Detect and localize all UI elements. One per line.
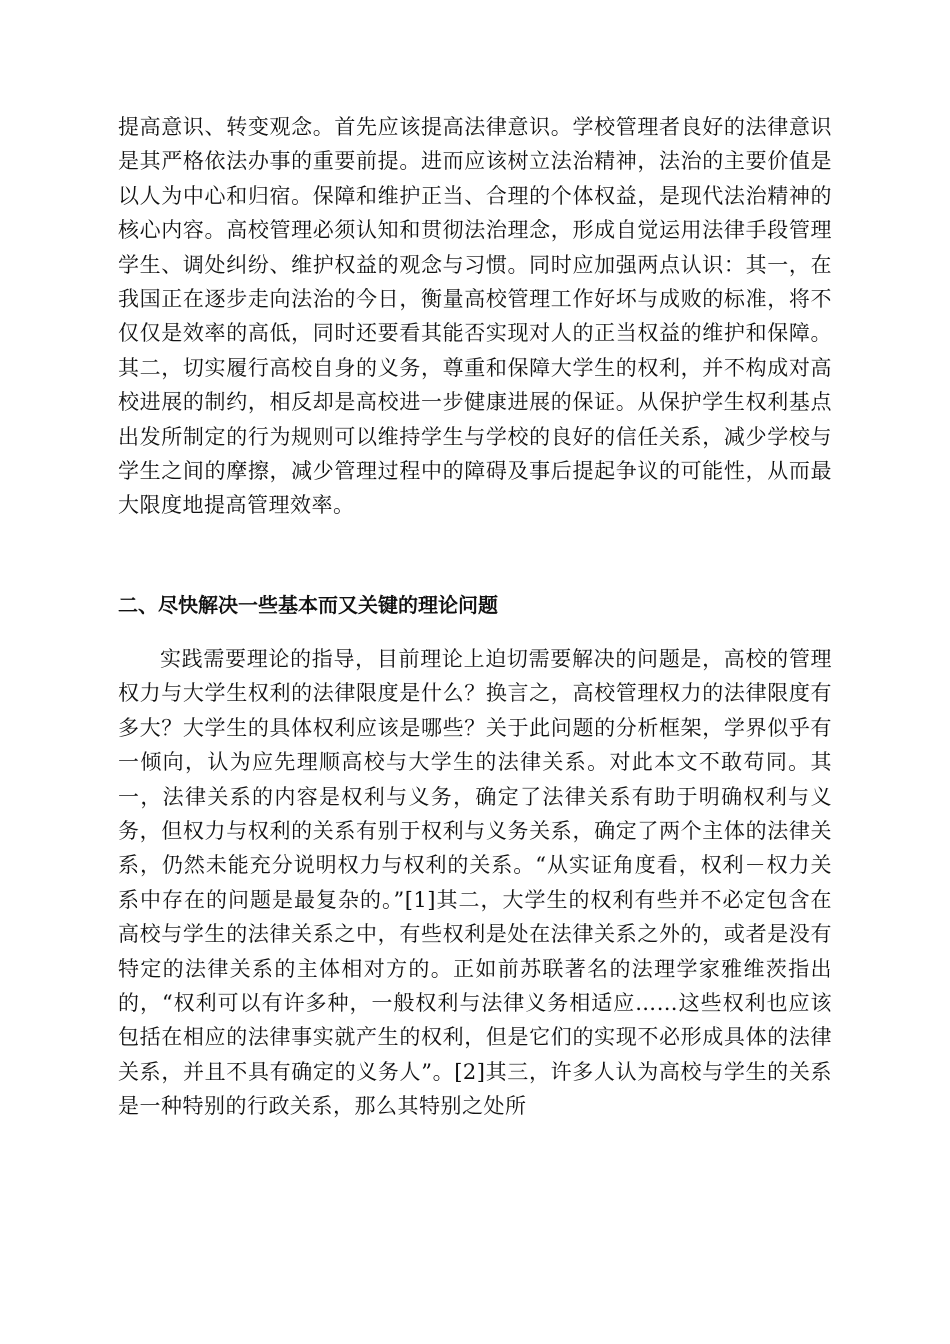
body-paragraph-2: 实践需要理论的指导，目前理论上迫切需要解决的问题是，高校的管理权力与大学生权利的法律限度是什么？换言之，高校管理权力的法律限度有多大？大学生的具体权利应该是哪些？关于此问题的分析框架，学界似乎有一倾向，认为应先理顺高校与大学生的法律关系。对此本文不敢苟同。其一，法律关系的内容是权利与义务，确定了法律关系有助于明确权利与义务，但权力与权利的关系有别于权利与义务关系，确定了两个主体的法律关系，仍然未能充分说明权力与权利的关系。“从实证角度看，权利－权力关系中存在的问题是最复杂的。”[1]其二，大学生的权利有些并不必定包含在高校与学生的法律关系之中，有些权利是处在法律关系之外的，或者是没有特定的法律关系的主体相对方的。正如前苏联著名的法理学家雅维茨指出的，“权利可以有许多种，一般权利与法律义务相适应……这些权利也应该包括在相应的法律事实就产生的权利，但是它们的实现不必形成具体的法律关系，并且不具有确定的义务人”。[2]其三，许多人认为高校与学生的关系是一种特别的行政关系，那么其特别之处所 bbox=[118, 647, 832, 1119]
body-paragraph-1: 提高意识、转变观念。首先应该提高法律意识。学校管理者良好的法律意识是其严格依法办事的重要前提。进而应该树立法治精神，法治的主要价值是以人为中心和归宿。保障和维护正当、合理的个体权益，是现代法治精神的核心内容。高校管理必须认知和贯彻法治理念，形成自觉运用法律手段管理学生、调处纠纷、维护权益的观念与习惯。同时应加强两点认识：其一，在我国正在逐步走向法治的今日，衡量高校管理工作好坏与成败的标准，将不仅仅是效率的高低，同时还要看其能否实现对人的正当权益的维护和保障。其二，切实履行高校自身的义务，尊重和保障大学生的权利，并不构成对高校进展的制约，相反却是高校进一步健康进展的保证。从保护学生权利基点出发所制定的行为规则可以维持学生与学校的良好的信任关系，减少学校与学生之间的摩擦，减少管理过程中的障碍及事后提起争议的可能性，从而最大限度地提高管理效率。 bbox=[118, 115, 832, 518]
section-heading: 二、尽快解决一些基本而又关键的理论问题 bbox=[118, 593, 498, 617]
